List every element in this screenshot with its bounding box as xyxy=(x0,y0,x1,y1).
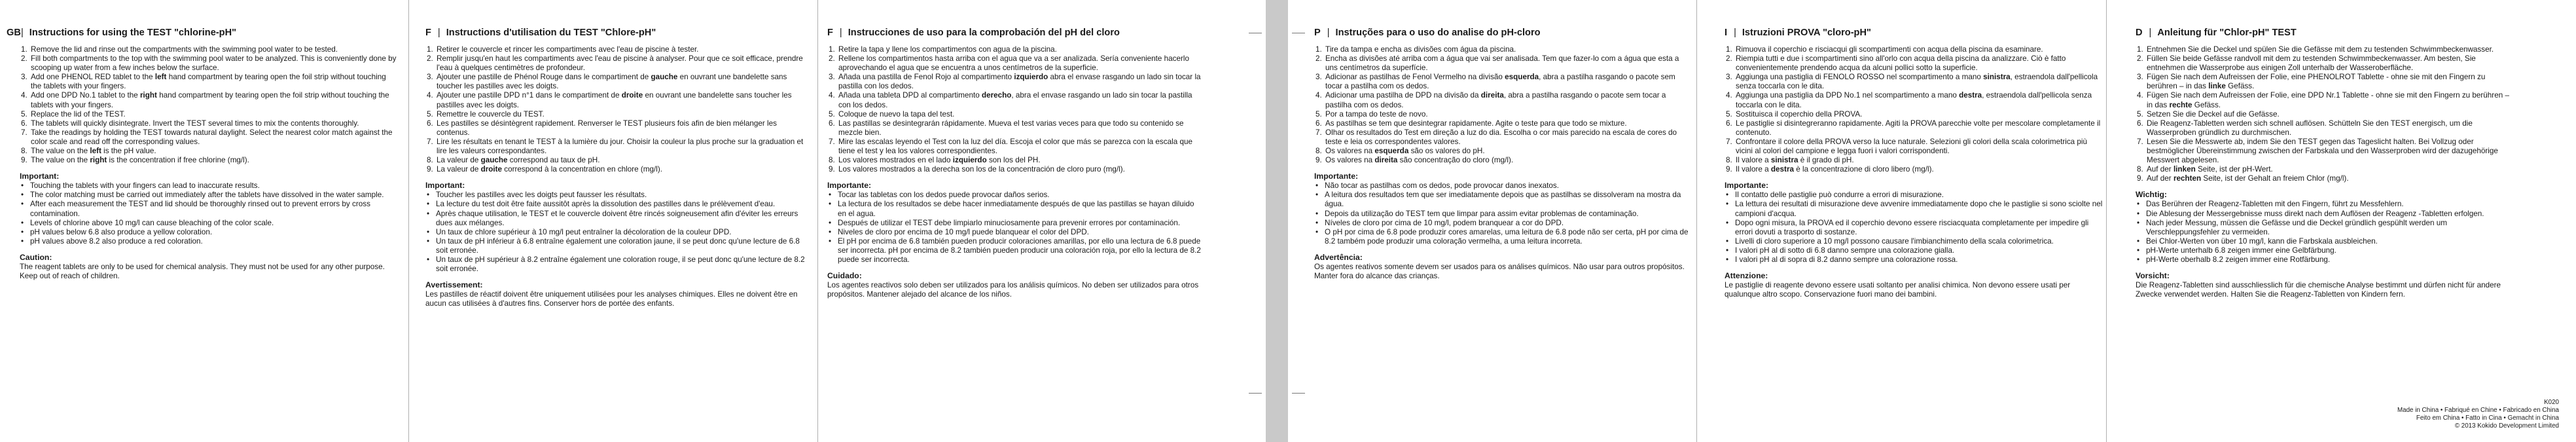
important-note: • pH-Werte unterhalb 6.8 zeigen immer eine Gelbfärbung. xyxy=(2145,246,2515,255)
instruction-step: 2. Rellene los compartimentos hasta arriba con el agua que va a ser analizada. Sería conveniente hacerlo aprovechando el agua que se encuentra a unos centímetros de la superficie. xyxy=(837,54,1204,73)
instruction-step: 3. Ajouter une pastille de Phénol Rouge dans le compartiment de gauche en ouvrant une bandelette sans toucher les pastilles avec les doigts. xyxy=(435,73,806,91)
instruction-step: 7. Olhar os resultados do Test em direção a luz do dia. Escolha o cor mais parecido na escala de cores do teste e leia os correspondentes valores. xyxy=(1324,128,1690,147)
important-notes xyxy=(1314,181,1690,246)
important-note: • Nach jeder Messung, müssen die Gefässe und die Deckel gründlich gespühlt werden um Verschleppungsfehler zu vermeiden. xyxy=(2145,219,2515,237)
important-note: • Depois da utilização do TEST tem que limpar para assim evitar problemas de contaminação. xyxy=(1323,210,1690,219)
instructions-title: Istruzioni PROVA "cloro-pH" xyxy=(1742,28,1871,38)
instructions-title: Instructions for using the TEST "chlorine-pH" xyxy=(29,28,237,38)
language-code: F xyxy=(425,28,431,38)
column-divider xyxy=(2106,0,2107,442)
instruction-steps xyxy=(1725,45,2104,174)
important-note: • Toucher les pastilles avec les doigts peut fausser les résultats. xyxy=(435,191,806,200)
instruction-step: 5. Coloque de nuevo la tapa del test. xyxy=(837,110,1204,119)
instruction-step: 6. Le pastiglie si disintegreranno rapidamente. Agiti la PROVA parecchie volte per mescolare completamente il contenuto. xyxy=(1734,119,2104,138)
important-notes xyxy=(2136,200,2515,265)
header-separator: | xyxy=(1327,28,1330,38)
important-notes xyxy=(20,181,397,246)
instruction-step: 2. Remplir jusqu'en haut les compartiments avec l'eau de piscine à analyser. Pour que ce soit efficace, prendre l'eau à quelques centimètres de profondeur. xyxy=(435,54,806,73)
header-separator: | xyxy=(1734,28,1736,38)
important-note: • Das Berühren der Reagenz-Tabletten mit den Fingern, führt zu Messfehlern. xyxy=(2145,200,2515,209)
instruction-column-gb xyxy=(20,0,397,442)
trim-mark xyxy=(1249,393,1262,394)
instruction-step: 3. Add one PHENOL RED tablet to the left hand compartment by tearing open the foil strip without touching the tablets with your fingers. xyxy=(29,73,397,91)
instruction-step: 8. The value on the left is the pH value. xyxy=(29,147,397,156)
instruction-step: 9. Los valores mostrados a la derecha son los de la concentración de cloro puro (mg/l). xyxy=(837,165,1204,174)
caution-heading: Vorsicht: xyxy=(2136,271,2170,281)
instruction-steps xyxy=(827,45,1204,174)
important-note: • After each measurement the TEST and lid should be thoroughly rinsed out to prevent errors by cross contamination. xyxy=(29,200,397,218)
instruction-step: 6. Las pastillas se desintegrarán rápidamente. Mueva el test varias veces para que todo su contenido se mezcle bien. xyxy=(837,119,1204,138)
instruction-step: 6. The tablets will quickly disintegrate. Invert the TEST several times to mix the contents thoroughly. xyxy=(29,119,397,128)
instruction-step: 1. Rimuova il coperchio e risciacqui gli scompartimenti con acqua della piscina da esaminare. xyxy=(1734,45,2104,54)
important-note: • pH values above 8.2 also produce a red coloration. xyxy=(29,237,397,246)
important-note: • pH values below 6.8 also produce a yellow coloration. xyxy=(29,228,397,237)
instruction-step: 7. Confrontare il colore della PROVA verso la luce naturale. Selezioni gli colori della scala colorimetrica più vicini al colori del campione e legga fuori i valori corrispondenti. xyxy=(1734,138,2104,156)
instruction-step: 6. Les pastilles se désintègrent rapidement. Renverser le TEST plusieurs fois afin de bien mélanger les contenus. xyxy=(435,119,806,138)
instruction-step: 4. Add one DPD No.1 tablet to the right hand compartment by tearing open the foil strip without touching the tablets with your fingers. xyxy=(29,91,397,109)
important-note: • pH-Werte oberhalb 8.2 zeigen immer eine Rotfärbung. xyxy=(2145,255,2515,265)
language-code: F xyxy=(827,28,833,38)
instruction-step: 3. Aggiunga una pastiglia di FENOLO ROSSO nel scompartimento a mano sinistra, estraendola dall'pellicola senza toccarla con le dita. xyxy=(1734,73,2104,91)
caution-text: The reagent tablets are only to be used for chemical analysis. They must not be used for any other purpose. Keep out of reach of children. xyxy=(20,262,385,280)
important-notes xyxy=(425,191,806,274)
instruction-step: 2. Encha as divisões até arriba com a água que vai ser analisada. Tem que fazer-lo com a água que esta a uns centímetros da superfície. xyxy=(1324,54,1690,73)
instructions-title: Instructions d'utilisation du TEST "Chlore-pH" xyxy=(446,28,656,38)
page-code-marker xyxy=(7,0,21,442)
important-note: • Não tocar as pastilhas com os dedos, pode provocar danos inexatos. xyxy=(1323,181,1690,191)
important-note: • La lectura de los resultados se debe hacer inmediatamente después de que las pastillas se hayan diluido en el agua. xyxy=(836,200,1204,218)
instruction-step: 9. Auf der rechten Seite, ist der Gehalt an freiem Chlor (mg/l). xyxy=(2145,174,2515,183)
column-header xyxy=(425,28,806,38)
important-heading: Importante: xyxy=(827,181,872,191)
instruction-step: 5. Replace the lid of the TEST. xyxy=(29,110,397,119)
caution-heading: Attenzione: xyxy=(1725,271,1768,281)
caution-heading: Avertissement: xyxy=(425,280,483,290)
instruction-column-f xyxy=(425,0,806,442)
instruction-step: 5. Remettre le couvercle du TEST. xyxy=(435,110,806,119)
instruction-step: 5. Sostituisca il coperchio della PROVA. xyxy=(1734,110,2104,119)
important-note: • Après chaque utilisation, le TEST et le couvercle doivent être rincés soigneusement afin d'éviter les erreurs dues aux mélanges. xyxy=(435,210,806,228)
instruction-step: 7. Take the readings by holding the TEST towards natural daylight. Select the nearest color match against the color scale and read off the corresponding values. xyxy=(29,128,397,147)
important-note: • La lettura dei resultati di misurazione deve avvenire immediatamente dopo che le pastiglie si sono sciolte nel campioni d'acqua. xyxy=(1734,200,2104,218)
instruction-step: 1. Entnehmen Sie die Deckel und spülen Sie die Gefässe mit dem zu testenden Schwimmbeckenwasser. xyxy=(2145,45,2515,54)
instruction-column-i xyxy=(1725,0,2104,442)
instruction-step: 2. Fill both compartments to the top with the swimming pool water to be analyzed. This is conveniently done by scooping up water from a few inches below the surface. xyxy=(29,54,397,73)
important-note: • El pH por encima de 6.8 también pueden producir coloraciones amarillas, por ello una lectura de 6.8 puede ser incorrecta. pH por encima de 8.2 también pueden producir una coloración roja, por ello la lectura de 8.2 puede ser incorrecta. xyxy=(836,237,1204,265)
instruction-step: 3. Añada una pastilla de Fenol Rojo al compartimento izquierdo abra el envase rasgando un lado sin tocar la pastilla con los dedos. xyxy=(837,73,1204,91)
important-notes xyxy=(1725,191,2104,265)
instruction-column-p xyxy=(1314,0,1690,442)
language-code: D xyxy=(2136,28,2143,38)
header-separator: | xyxy=(2149,28,2152,38)
instruction-step: 4. Añada una tableta DPD al compartimento derecho, abra el envase rasgando un lado sin tocar la pastilla con los dedos. xyxy=(837,91,1204,109)
header-separator: | xyxy=(21,28,24,38)
important-note: • I valori pH al di sotto di 6.8 danno sempre una colorazione gialla. xyxy=(1734,246,2104,255)
origin-line-1: Made in China • Fabriqué en Chine • Fabricado en China xyxy=(2397,407,2559,414)
caution-text: Los agentes reactivos solo deben ser utilizados para los análisis químicos. No deben ser utilizados para otros propósitos. Mantener alejado del alcance de los niños. xyxy=(827,281,1199,299)
important-note: • Un taux de chlore supérieur à 10 mg/l peut entraîner la décoloration de la couleur DPD. xyxy=(435,228,806,237)
instruction-steps xyxy=(1314,45,1690,165)
instruction-step: 1. Remove the lid and rinse out the compartments with the swimming pool water to be tested. xyxy=(29,45,397,54)
instruction-step: 9. La valeur de droite correspond à la concentration en chlore (mg/l). xyxy=(435,165,806,174)
important-note: • A leitura dos resultados tem que ser imediatamente depois que as pastilhas se dissolveram na mostra da água. xyxy=(1323,191,1690,209)
instruction-step: 1. Tire da tampa e encha as divisões com água da piscina. xyxy=(1324,45,1690,54)
instruction-step: 2. Riempia tutti e due i scompartimenti sino all'orlo con acqua della piscina da analizzare. Ciò è fatto convenientemente prendendo acqua da alcuni pollici sotto la superficie. xyxy=(1734,54,2104,73)
instruction-step: 6. As pastilhas se tem que desintegrar rapidamente. Agite o teste para que todo se mixture. xyxy=(1324,119,1690,128)
important-note: • Tocar las tabletas con los dedos puede provocar daños serios. xyxy=(836,191,1204,200)
instruction-steps xyxy=(2136,45,2515,183)
important-heading: Importante: xyxy=(1314,172,1359,181)
column-divider xyxy=(408,0,409,442)
instruction-steps xyxy=(425,45,806,174)
important-note: • Un taux de pH inférieur à 6.8 entraîne également une coloration jaune, il se peut donc qu'une lecture de 6.8 soit erronée. xyxy=(435,237,806,255)
important-note: • Il contatto delle pastiglie può condurre a errori di misurazione. xyxy=(1734,191,2104,200)
instruction-step: 4. Fügen Sie nach dem Aufreissen der Folie, eine DPD Nr.1 Tablette - ohne sie mit den Fingern zu berühren – in das rechte Gefäss. xyxy=(2145,91,2515,109)
instruction-step: 8. Il valore a sinistra è il grado di pH. xyxy=(1734,156,2104,165)
important-note: • Touching the tablets with your fingers can lead to inaccurate results. xyxy=(29,181,397,191)
instructions-title: Instrucciones de uso para la comprobación del pH del cloro xyxy=(848,28,1120,38)
copyright-notice: © 2013 Kokido Development Limited xyxy=(2454,422,2559,430)
instruction-step: 8. Auf der linken Seite, ist der pH-Wert. xyxy=(2145,165,2515,174)
caution-text: Les pastilles de réactif doivent être uniquement utilisées pour les analyses chimiques. Elles ne doivent être en aucun cas utilisées à d'autres fins. Conserver hors de portée des enfants. xyxy=(425,290,798,308)
instruction-step: 8. Os valores na esquerda são os valores do pH. xyxy=(1324,147,1690,156)
instruction-step: 3. Fügen Sie nach dem Aufreissen der Folie, eine PHENOLROT Tablette - ohne sie mit den Fingern zu berühren – in das linke Gefäss. xyxy=(2145,73,2515,91)
instruction-step: 7. Lire les résultats en tenant le TEST à la lumière du jour. Choisir la couleur la plus proche sur la graduation et lire les valeurs correspondantes. xyxy=(435,138,806,156)
important-note: • La lecture du test doit être faite aussitôt après la dissolution des pastilles dans le prélèvement d'eau. xyxy=(435,200,806,209)
instruction-step: 9. Os valores na direita são concentração do cloro (mg/l). xyxy=(1324,156,1690,165)
trim-mark xyxy=(1292,393,1305,394)
header-separator: | xyxy=(437,28,440,38)
instruction-step: 1. Retirer le couvercle et rincer les compartiments avec l'eau de piscine à tester. xyxy=(435,45,806,54)
instruction-column-f xyxy=(827,0,1204,442)
instruction-step: 7. Mire las escalas leyendo el Test con la luz del día. Escoja el color que más se parezca con la escala que tiene el test y lea los valores correspondientes. xyxy=(837,138,1204,156)
instruction-column-d xyxy=(2136,0,2515,442)
caution-heading: Cuidado: xyxy=(827,271,862,281)
instructions-title: Instruções para o uso do analise do pH-cloro xyxy=(1335,28,1541,38)
caution-heading: Advertência: xyxy=(1314,252,1363,262)
header-separator: | xyxy=(839,28,842,38)
instruction-step: 4. Ajouter une pastille DPD n°1 dans le compartiment de droite en ouvrant une bandelette sans toucher les pastilles avec les doigts. xyxy=(435,91,806,109)
page-code: GB xyxy=(7,28,21,38)
important-heading: Important: xyxy=(20,172,60,181)
instruction-steps xyxy=(20,45,397,165)
origin-line-2: Feito em China • Fatto in Cina • Gemacht in China xyxy=(2416,414,2559,422)
caution-text: Le pastiglie di reagente devono essere usati soltanto per analisi chimica. Non devono essere usati per qualunque altro scopo. Conservazione fuori mano dei bambini. xyxy=(1725,281,2071,299)
column-divider xyxy=(1696,0,1697,442)
instruction-step: 8. La valeur de gauche correspond au taux de pH. xyxy=(435,156,806,165)
product-code: K020 xyxy=(2544,399,2559,406)
caution-heading: Caution: xyxy=(20,252,52,262)
instruction-step: 8. Los valores mostrados en el lado izquierdo son los del PH. xyxy=(837,156,1204,165)
language-code: P xyxy=(1314,28,1321,38)
important-note: • Un taux de pH supérieur à 8.2 entraîne également une coloration rouge, il se peut donc qu'une lecture de 8.2 soit erronée. xyxy=(435,255,806,274)
important-note: • The color matching must be carried out immediately after the tablets have dissolved in the water sample. xyxy=(29,191,397,200)
important-note: • Níveles de cloro por cima de 10 mg/l, podem branquear a cor do DPD. xyxy=(1323,219,1690,228)
important-note: • Bei Chlor-Werten von über 10 mg/l, kann die Farbskala ausbleichen. xyxy=(2145,237,2515,246)
important-note: • Niveles de cloro por encima de 10 mg/l puede blanquear el color del DPD. xyxy=(836,228,1204,237)
column-header xyxy=(827,28,1204,38)
important-heading: Importante: xyxy=(1725,181,1769,191)
instruction-step: 6. Die Reagenz-Tabletten werden sich schnell auflösen. Schütteln Sie den TEST energisch, um die Wasserproben gründlich zu durchmischen. xyxy=(2145,119,2515,138)
caution-text: Die Reagenz-Tabletten sind ausschliesslich für die chemische Analyse bestimmt und dürfen nicht für andere Zwecke verwendet werden. Halten Sie die Reagenz-Tabletten von Kindern fern. xyxy=(2136,281,2501,299)
important-note: • O pH por cima de 6.8 pode produzir cores amarelas, uma leitura de 6.8 pode não ser certa, pH por cima de 8.2 também pode produzir uma coloração vermelha, a uma leitura incorreta. xyxy=(1323,228,1690,246)
important-note: • Después de utilizar el TEST debe limpiarlo minuciosamente para prevenir errores por contaminación. xyxy=(836,219,1204,228)
column-header xyxy=(1314,28,1690,38)
important-notes xyxy=(827,191,1204,265)
important-heading: Important: xyxy=(425,181,465,191)
important-note: • I valori pH al di sopra di 8.2 danno sempre una colorazione rossa. xyxy=(1734,255,2104,265)
important-heading: Wichtig: xyxy=(2136,190,2167,200)
instruction-step: 4. Adicionar uma pastilha de DPD na divisão da direita, abra a pastilha rasgando o pacote sem tocar a pastilha com os dedos. xyxy=(1324,91,1690,109)
important-note: • Livelli di cloro superiore a 10 mg/l possono causare l'imbianchimento della scala colorimetrica. xyxy=(1734,237,2104,246)
column-header xyxy=(2136,28,2515,38)
instruction-step: 1. Retire la tapa y llene los compartimentos con agua de la piscina. xyxy=(837,45,1204,54)
instruction-step: 2. Füllen Sie beide Gefässe randvoll mit dem zu testenden Schwimmbeckenwasser. Am besten, Sie entnehmen die Wasserprobe aus einigen Zoll unterhalb der Wasseroberfläche. xyxy=(2145,54,2515,73)
important-note: • Die Ablesung der Messergebnisse muss direkt nach dem Auflösen der Reagenz -Tabletten erfolgen. xyxy=(2145,210,2515,219)
instruction-step: 9. Il valore a destra è la concentrazione di cloro libero (mg/l). xyxy=(1734,165,2104,174)
column-header xyxy=(20,28,397,38)
instruction-step: 7. Lesen Sie die Messwerte ab, indem Sie den TEST gegen das Tageslicht halten. Bei Vollzug oder bestmöglicher Übereinstimmung zwischen der Farbskala und den Wasserproben wird der dazugehörige Messwert abgelesen. xyxy=(2145,138,2515,165)
instruction-step: 4. Aggiunga una pastiglia da DPD No.1 nel scompartimento a mano destra, estraendola dall'pellicola senza toccarla con le dita. xyxy=(1734,91,2104,109)
important-note: • Levels of chlorine above 10 mg/l can cause bleaching of the color scale. xyxy=(29,219,397,228)
instruction-step: 5. Setzen Sie die Deckel auf die Gefässe. xyxy=(2145,110,2515,119)
column-divider xyxy=(817,0,818,442)
caution-text: Os agentes reativos somente devem ser usados para os análises químicos. Não usar para outros propósitos. Manter fora do alcance das crianças. xyxy=(1314,262,1685,280)
instructions-title: Anleitung für "Chlor-pH" TEST xyxy=(2157,28,2297,38)
language-code: I xyxy=(1725,28,1728,38)
column-header xyxy=(1725,28,2104,38)
instruction-step: 5. Por a tampa do teste de novo. xyxy=(1324,110,1690,119)
instruction-step: 9. The value on the right is the concentration if free chlorine (mg/l). xyxy=(29,156,397,165)
important-note: • Dopo ogni misura, la PROVA ed il coperchio devono essere risciacquata completamente per impedire gli errori dovuti a trasporto di sostanze. xyxy=(1734,219,2104,237)
instruction-step: 3. Adicionar as pastilhas de Fenol Vermelho na divisão esquerda, abra a pastilha rasgando o pacote sem tocar a pastilha com os dedos. xyxy=(1324,73,1690,91)
